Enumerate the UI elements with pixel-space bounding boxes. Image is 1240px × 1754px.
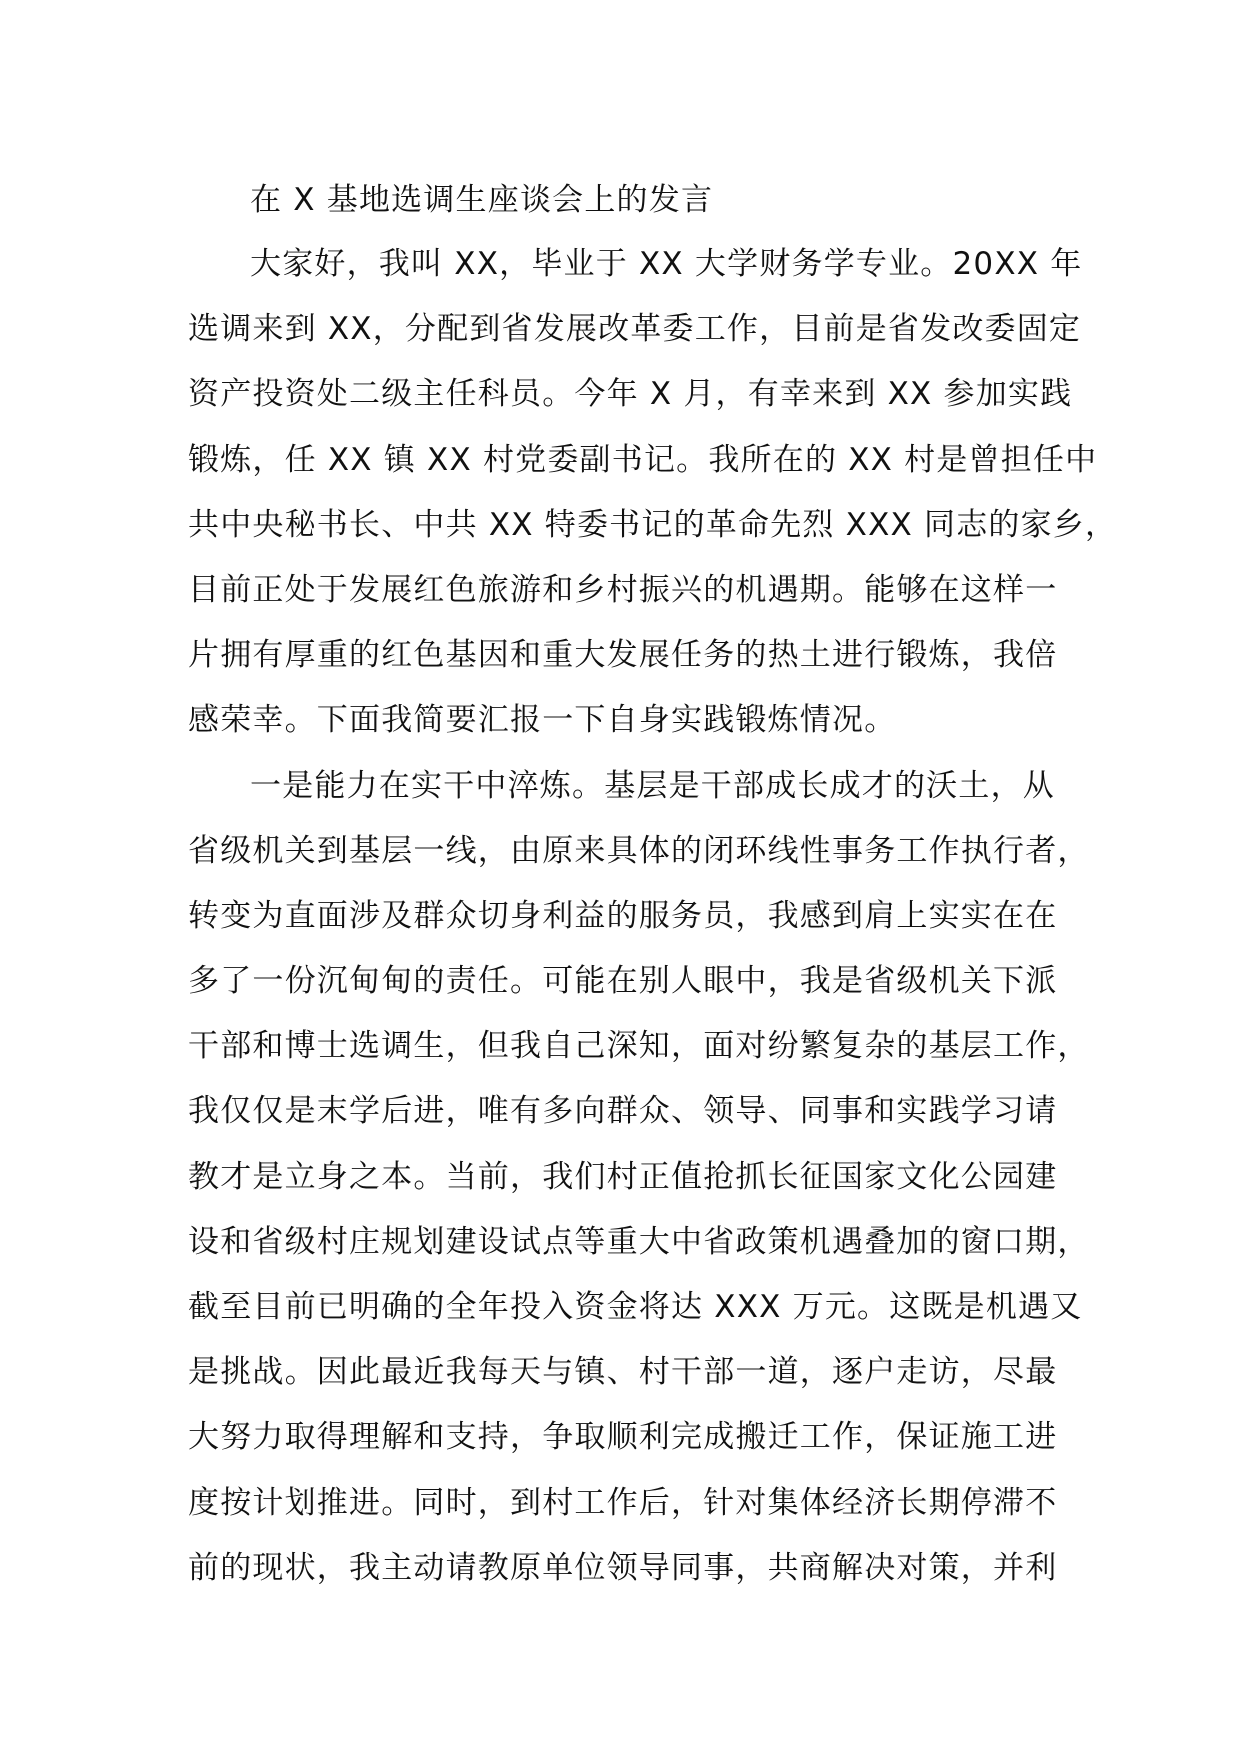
- paragraph-line: 是挑战。因此最近我每天与镇、村干部一道，逐户走访，尽最: [188, 1354, 1058, 1391]
- paragraph-line: 感荣幸。下面我简要汇报一下自身实践锻炼情况。: [188, 702, 897, 739]
- paragraph-line: 省级机关到基层一线，由原来具体的闭环线性事务工作执行者，: [188, 832, 1090, 869]
- paragraph-line: 设和省级村庄规划建设试点等重大中省政策机遇叠加的窗口期，: [188, 1223, 1090, 1260]
- paragraph-line: 共中央秘书长、中共 XX 特委书记的革命先烈 XXX 同志的家乡，: [188, 506, 1118, 543]
- paragraph-line: 锻炼，任 XX 镇 XX 村党委副书记。我所在的 XX 村是曾担任中: [188, 441, 1098, 478]
- document-title: 在 X 基地选调生座谈会上的发言: [250, 182, 714, 218]
- document-body: [188, 168, 1118, 1601]
- paragraph-line: 转变为直面涉及群众切身利益的服务员，我感到肩上实实在在: [188, 897, 1058, 934]
- paragraph: [188, 754, 1093, 1601]
- paragraph-line: 前的现状，我主动请教原单位领导同事，共商解决对策，并利: [188, 1549, 1058, 1586]
- paragraphs-container: [188, 232, 1118, 1601]
- paragraph-line: 大家好，我叫 XX，毕业于 XX 大学财务学专业。20XX 年: [250, 246, 1083, 282]
- paragraph-line: 多了一份沉甸甸的责任。可能在别人眼中，我是省级机关下派: [188, 963, 1058, 1000]
- paragraph-line: 大努力取得理解和支持，争取顺利完成搬迁工作，保证施工进: [188, 1419, 1058, 1456]
- paragraph-line: 资产投资处二级主任科员。今年 X 月，有幸来到 XX 参加实践: [188, 376, 1073, 413]
- paragraph-line: 干部和博士选调生，但我自己深知，面对纷繁复杂的基层工作，: [188, 1028, 1090, 1065]
- paragraph-line: 度按计划推进。同时，到村工作后，针对集体经济长期停滞不: [188, 1484, 1058, 1521]
- paragraph-line: 教才是立身之本。当前，我们村正值抢抓长征国家文化公园建: [188, 1158, 1058, 1195]
- paragraph-line: 目前正处于发展红色旅游和乡村振兴的机遇期。能够在这样一: [188, 571, 1058, 608]
- paragraph-line: 一是能力在实干中淬炼。基层是干部成长成才的沃土，从: [250, 767, 1055, 804]
- paragraph-line: 我仅仅是末学后进，唯有多向群众、领导、同事和实践学习请: [188, 1093, 1058, 1130]
- paragraph: [188, 232, 1118, 754]
- paragraph-line: 截至目前已明确的全年投入资金将达 XXX 万元。这既是机遇又: [188, 1289, 1083, 1325]
- paragraph-line: 选调来到 XX，分配到省发展改革委工作，目前是省发改委固定: [188, 311, 1082, 348]
- paragraph-line: 片拥有厚重的红色基因和重大发展任务的热土进行锻炼，我倍: [188, 637, 1058, 674]
